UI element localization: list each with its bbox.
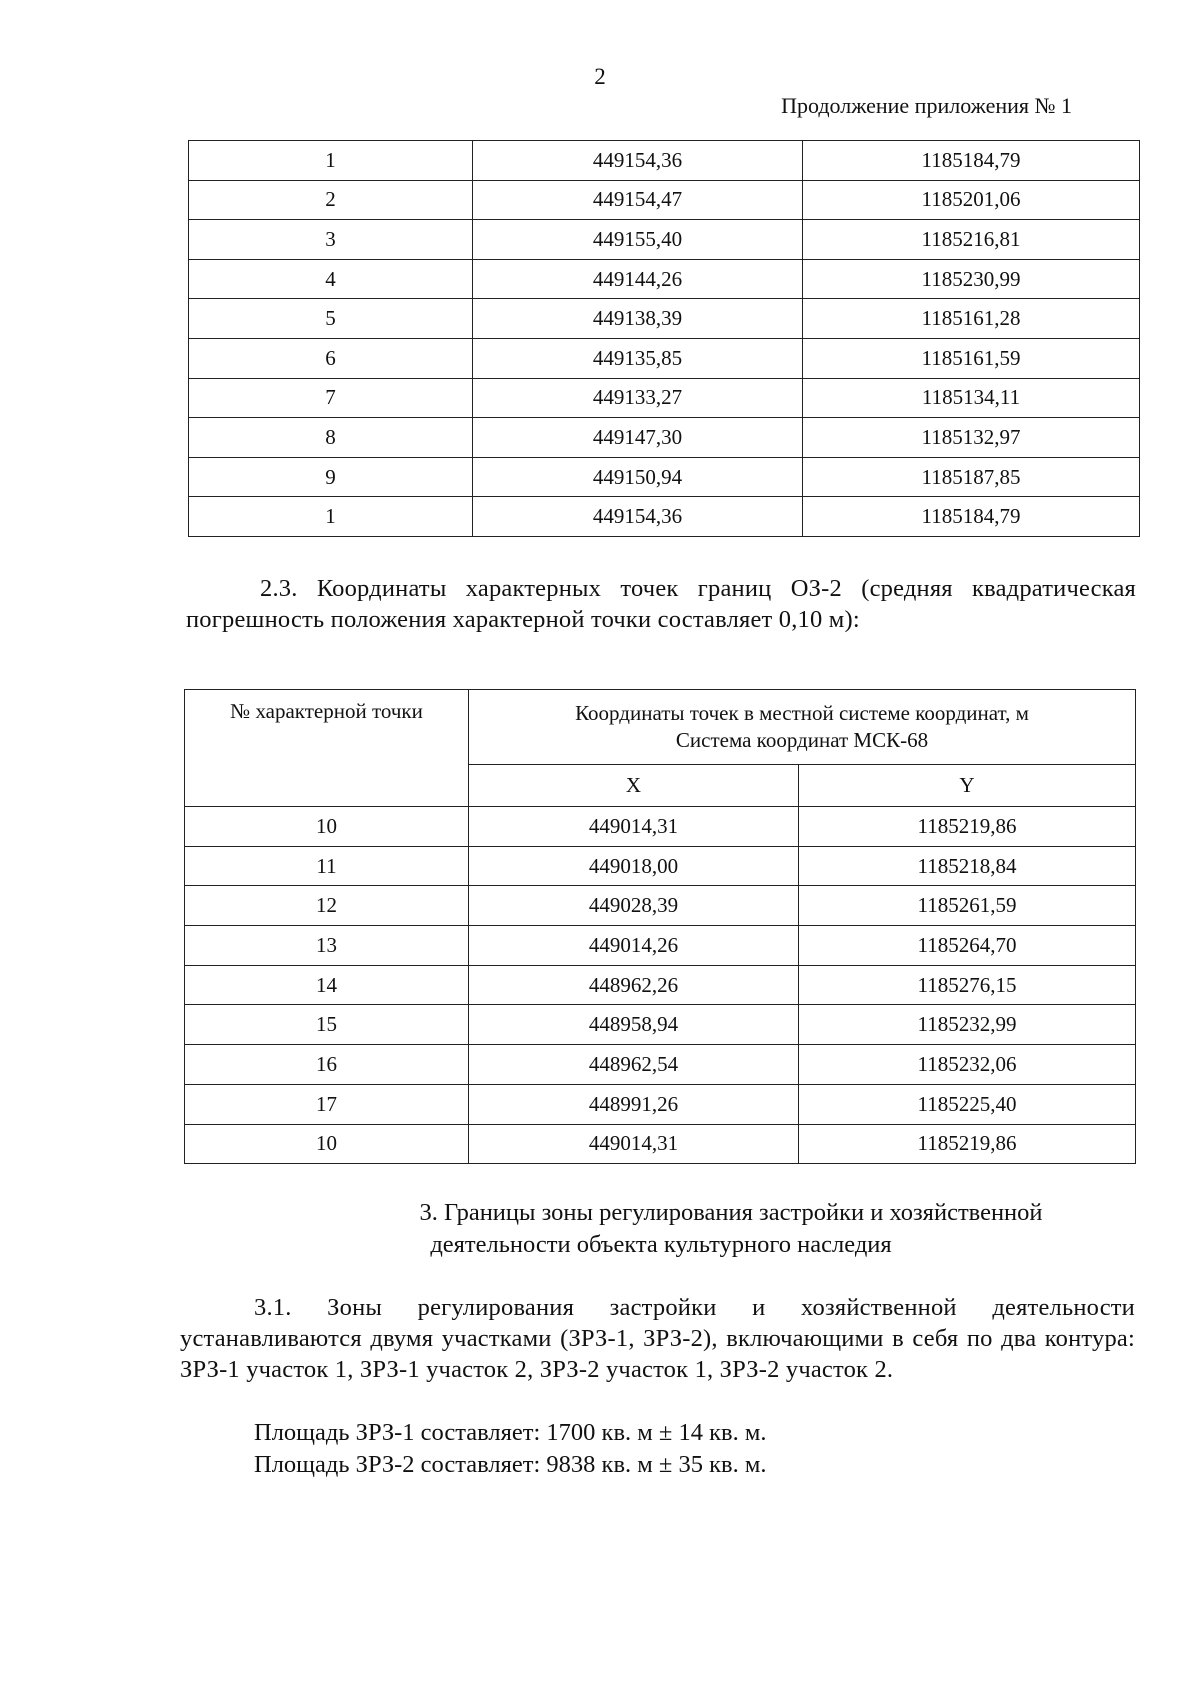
header-point-number: № характерной точки	[185, 690, 469, 807]
x-coordinate-cell: 449154,36	[473, 141, 803, 181]
header-coordinates-line2: Система координат МСК-68	[675, 727, 929, 752]
x-coordinate-cell: 449138,39	[473, 299, 803, 339]
table-row	[185, 886, 1136, 926]
table-row	[189, 378, 1140, 418]
header-x: X	[469, 764, 799, 806]
y-coordinate-cell: 1185161,59	[803, 338, 1140, 378]
point-number-cell: 8	[189, 418, 473, 458]
y-coordinate-cell: 1185218,84	[799, 846, 1136, 886]
table-row	[189, 220, 1140, 260]
y-coordinate-cell: 1185216,81	[803, 220, 1140, 260]
table-row	[189, 180, 1140, 220]
point-number-cell: 11	[185, 846, 469, 886]
table-row	[189, 418, 1140, 458]
x-coordinate-cell: 449135,85	[473, 338, 803, 378]
page-number: 2	[594, 64, 606, 89]
header-coordinates-line1: Координаты точек в местной системе координат, м	[575, 700, 1029, 725]
y-coordinate-cell: 1185232,06	[799, 1045, 1136, 1085]
coordinates-table-2	[184, 689, 1136, 1164]
x-coordinate-cell: 449133,27	[473, 378, 803, 418]
y-coordinate-cell: 1185187,85	[803, 457, 1140, 497]
point-number-cell: 13	[185, 926, 469, 966]
point-number-cell: 9	[189, 457, 473, 497]
section-2-3-paragraph: 2.3. Координаты характерных точек границ ОЗ-2 (средняя квадратическая погрешность положения характерной точки составляет 0,10 м):	[186, 575, 1136, 633]
y-coordinate-cell: 1185232,99	[799, 1005, 1136, 1045]
x-coordinate-cell: 449028,39	[469, 886, 799, 926]
x-coordinate-cell: 449155,40	[473, 220, 803, 260]
table-row	[189, 338, 1140, 378]
area-zrz-1: Площадь ЗРЗ-1 составляет: 1700 кв. м ± 14 кв. м.	[254, 1419, 767, 1446]
y-coordinate-cell: 1185225,40	[799, 1084, 1136, 1124]
appendix-note: Продолжение приложения № 1	[781, 93, 1072, 118]
point-number-cell: 10	[185, 1124, 469, 1164]
table-row	[185, 926, 1136, 966]
x-coordinate-cell: 448962,54	[469, 1045, 799, 1085]
table-row	[185, 807, 1136, 847]
point-number-cell: 7	[189, 378, 473, 418]
point-number-cell: 5	[189, 299, 473, 339]
table-row	[185, 1005, 1136, 1045]
table-row	[189, 497, 1140, 537]
table-row	[189, 299, 1140, 339]
y-coordinate-cell: 1185201,06	[803, 180, 1140, 220]
x-coordinate-cell: 449014,31	[469, 1124, 799, 1164]
y-coordinate-cell: 1185184,79	[803, 141, 1140, 181]
y-coordinate-cell: 1185219,86	[799, 1124, 1136, 1164]
x-coordinate-cell: 449147,30	[473, 418, 803, 458]
point-number-cell: 4	[189, 259, 473, 299]
point-number-cell: 14	[185, 965, 469, 1005]
table-row	[185, 846, 1136, 886]
x-coordinate-cell: 449150,94	[473, 457, 803, 497]
y-coordinate-cell: 1185184,79	[803, 497, 1140, 537]
point-number-cell: 1	[189, 141, 473, 181]
x-coordinate-cell: 449154,47	[473, 180, 803, 220]
point-number-cell: 16	[185, 1045, 469, 1085]
point-number-cell: 6	[189, 338, 473, 378]
area-zrz-2: Площадь ЗРЗ-2 составляет: 9838 кв. м ± 35 кв. м.	[254, 1451, 767, 1478]
point-number-cell: 15	[185, 1005, 469, 1045]
table-row	[185, 1045, 1136, 1085]
y-coordinate-cell: 1185161,28	[803, 299, 1140, 339]
section-3-1-paragraph: 3.1. Зоны регулирования застройки и хозяйственной деятельности устанавливаются двумя участками (ЗРЗ-1, ЗРЗ-2), включающими в себя по два контура: ЗРЗ-1 участок 1, ЗРЗ-1 участок 2, ЗРЗ-2 участок 1, ЗРЗ-2 участок 2.	[180, 1294, 1135, 1383]
coordinates-table-1	[188, 140, 1140, 537]
point-number-cell: 12	[185, 886, 469, 926]
y-coordinate-cell: 1185276,15	[799, 965, 1136, 1005]
table-row	[189, 141, 1140, 181]
y-coordinate-cell: 1185230,99	[803, 259, 1140, 299]
x-coordinate-cell: 449018,00	[469, 846, 799, 886]
table-row	[185, 1124, 1136, 1164]
x-coordinate-cell: 449014,26	[469, 926, 799, 966]
x-coordinate-cell: 449014,31	[469, 807, 799, 847]
table-row	[189, 259, 1140, 299]
y-coordinate-cell: 1185261,59	[799, 886, 1136, 926]
y-coordinate-cell: 1185219,86	[799, 807, 1136, 847]
point-number-cell: 2	[189, 180, 473, 220]
section-3-title-line2: деятельности объекта культурного наследия	[430, 1231, 892, 1258]
point-number-cell: 3	[189, 220, 473, 260]
y-coordinate-cell: 1185264,70	[799, 926, 1136, 966]
table-row	[189, 457, 1140, 497]
table-row	[185, 965, 1136, 1005]
point-number-cell: 17	[185, 1084, 469, 1124]
header-coordinates	[469, 690, 1136, 765]
y-coordinate-cell: 1185134,11	[803, 378, 1140, 418]
x-coordinate-cell: 448958,94	[469, 1005, 799, 1045]
x-coordinate-cell: 448962,26	[469, 965, 799, 1005]
header-y: Y	[799, 764, 1136, 806]
point-number-cell: 10	[185, 807, 469, 847]
y-coordinate-cell: 1185132,97	[803, 418, 1140, 458]
x-coordinate-cell: 448991,26	[469, 1084, 799, 1124]
table-row	[185, 1084, 1136, 1124]
section-3-title-line1: 3. Границы зоны регулирования застройки и хозяйственной	[419, 1199, 1043, 1226]
section-3-title	[186, 1197, 1136, 1261]
x-coordinate-cell: 449154,36	[473, 497, 803, 537]
point-number-cell: 1	[189, 497, 473, 537]
x-coordinate-cell: 449144,26	[473, 259, 803, 299]
